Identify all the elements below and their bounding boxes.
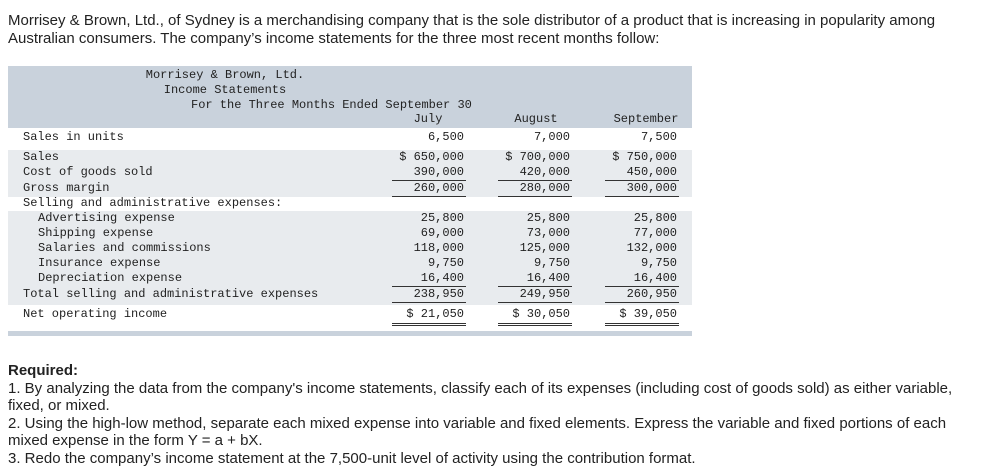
cell-september: 260,950 (626, 287, 677, 301)
column-header-july: July (413, 112, 443, 126)
cell-august: 7,000 (533, 130, 570, 144)
cell-august: 16,400 (526, 271, 570, 285)
double-underline (498, 325, 572, 326)
row-label: Sales in units (23, 130, 124, 144)
cell-july: 390,000 (413, 165, 464, 179)
cell-september: 9,750 (640, 256, 677, 270)
row-label: Cost of goods sold (23, 165, 153, 179)
underline (498, 196, 572, 197)
cell-september: 7,500 (640, 130, 677, 144)
cell-august: $ 30,050 (512, 307, 570, 321)
row-label: Net operating income (23, 307, 168, 321)
underline (605, 302, 679, 303)
cell-july: 69,000 (420, 226, 464, 240)
double-underline (498, 323, 572, 324)
row-label: Salaries and commissions (38, 241, 211, 255)
required-item-1: 1. By analyzing the data from the company's income statements, classify each of its expenses (including cost of goods sold) as either variable, fixed, or mixed. (8, 379, 953, 414)
underline (392, 302, 466, 303)
required-section (8, 362, 978, 467)
row-label: Shipping expense (38, 226, 154, 240)
company-name: Morrisey & Brown, Ltd. (145, 68, 305, 82)
cell-august: 420,000 (519, 165, 570, 179)
cell-july: 238,950 (413, 287, 464, 301)
row-label: Insurance expense (38, 256, 161, 270)
cell-july: 16,400 (420, 271, 464, 285)
cell-july: 118,000 (413, 241, 464, 255)
problem-intro: Morrisey & Brown, Ltd., of Sydney is a merchandising company that is the sole distributor of a product that is increasing in popularity among Australian consumers. The company’s income statements for the three most recent months follow: (8, 12, 936, 47)
double-underline (392, 323, 466, 324)
cell-august: 280,000 (519, 181, 570, 195)
cell-august: 73,000 (526, 226, 570, 240)
column-header-september: September (613, 112, 679, 126)
underline (392, 196, 466, 197)
required-item-3: 3. Redo the company’s income statement at the 7,500-unit level of activity using the contribution format. (8, 449, 696, 467)
required-item-2: 2. Using the high-low method, separate each mixed expense into variable and fixed elements. Express the variable and fixed portions of each mixed expense in the form Y = a + bX. (8, 414, 947, 449)
cell-august: 125,000 (519, 241, 570, 255)
row-label: Depreciation expense (38, 271, 183, 285)
double-underline (605, 325, 679, 326)
income-statement-table: Morrisey & Brown, Ltd. Income Statements For the Three Months Ended September 30 July August September Sales in units 6,500 7,000 7,500 Sales $ 650,000 $ 700,000 $ 750,000 Cost of goods sold 390,000 420,000 450,000 Gross margin 260,000 280,000 300,000 Selling and administrative expenses: Advertising expense 25,800 25,800 25,800 Shipping expense 69,000 73,000 77,000 Salaries and commissions 118,000 125,000 132,000 Insurance expense 9,750 9,750 9,750 Depreciation expense 16,400 16,400 16,400 Total selling and administrative expenses 238,950 249,950 260,950 Net operating income $ 21,050 $ 30,050 $ 39,050 (8, 66, 692, 336)
double-underline (392, 325, 466, 326)
cell-september: 300,000 (626, 181, 677, 195)
column-header-august: August (514, 112, 558, 126)
cell-july: $ 650,000 (399, 150, 464, 164)
cell-september: 16,400 (633, 271, 677, 285)
required-heading: Required: (8, 362, 79, 379)
cell-september: $ 39,050 (619, 307, 677, 321)
cell-july: $ 21,050 (406, 307, 464, 321)
cell-july: 6,500 (427, 130, 464, 144)
row-label: Advertising expense (38, 211, 175, 225)
underline (498, 302, 572, 303)
cell-september: $ 750,000 (612, 150, 677, 164)
statement-footer-band (8, 331, 692, 336)
double-underline (605, 323, 679, 324)
underline (605, 196, 679, 197)
cell-july: 25,800 (420, 211, 464, 225)
cell-august: 249,950 (519, 287, 570, 301)
cell-september: 132,000 (626, 241, 677, 255)
cell-september: 450,000 (626, 165, 677, 179)
row-label: Gross margin (23, 181, 110, 195)
row-label: Total selling and administrative expenses (23, 287, 319, 301)
cell-september: 77,000 (633, 226, 677, 240)
cell-july: 9,750 (427, 256, 464, 270)
row-label: Sales (23, 150, 60, 164)
cell-august: $ 700,000 (505, 150, 570, 164)
cell-august: 9,750 (533, 256, 570, 270)
cell-july: 260,000 (413, 181, 464, 195)
statement-title: Income Statements (163, 83, 287, 97)
cell-september: 25,800 (633, 211, 677, 225)
section-heading: Selling and administrative expenses: (23, 196, 283, 210)
cell-august: 25,800 (526, 211, 570, 225)
